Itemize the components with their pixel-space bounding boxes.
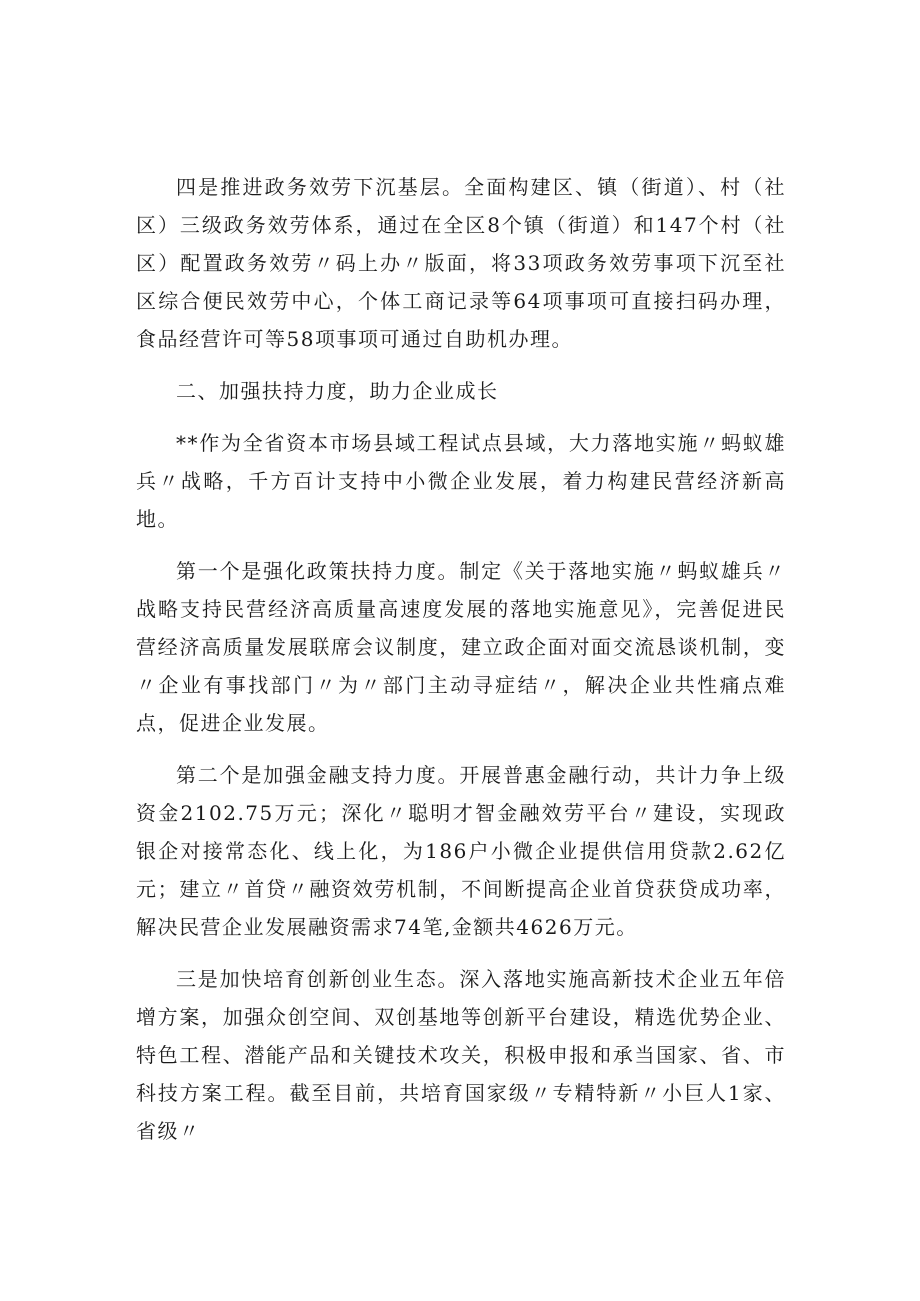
paragraph-intro: **作为全省资本市场县域工程试点县域，大力落地实施〃蚂蚁雄兵〃战略，千方百计支持中小微企业发展，着力构建民营经济新高地。 — [136, 431, 786, 531]
paragraph-innovation: 三是加快培育创新创业生态。深入落地实施高新技术企业五年倍增方案，加强众创空间、双创基地等创新平台建设，精选优势企业、特色工程、潜能产品和关键技术攻关，积极申报和承当国家、省、市科技方案工程。截至目前，共培育国家级〃专精特新〃小巨人1家、省级〃 — [136, 967, 786, 1143]
paragraph-gap — [136, 410, 786, 424]
document-body — [136, 168, 786, 1150]
paragraph-policy-support: 第一个是强化政策扶持力度。制定《关于落地实施〃蚂蚁雄兵〃战略支持民营经济高质量高速度发展的落地实施意见》，完善促进民营经济高质量发展联席会议制度，建立政企面对面交流恳谈机制，变〃企业有事找部门〃为〃部门主动寻症结〃，解决企业共性痛点难点，促进企业发展。 — [136, 559, 786, 735]
paragraph-gap — [136, 742, 786, 756]
paragraph-grassroots-services: 四是推进政务效劳下沉基层。全面构建区、镇（街道）、村（社区）三级政务效劳体系，通过在全区8个镇（街道）和147个村（社区）配置政务效劳〃码上办〃版面，将33项政务效劳事项下沉至社区综合便民效劳中心，个体工商记录等64项事项可直接扫码办理，食品经营许可等58项事项可通过自助机办理。 — [136, 175, 786, 351]
paragraph-finance-support: 第二个是加强金融支持力度。开展普惠金融行动，共计力争上级资金2102.75万元；深化〃聪明才智金融效劳平台〃建设，实现政银企对接常态化、线上化，为186户小微企业提供信用贷款2.62亿元；建立〃首贷〃融资效劳机制，不间断提高企业首贷获贷成功率，解决民营企业发展融资需求74笔,金额共4626万元。 — [136, 763, 786, 939]
section-heading: 二、加强扶持力度，助力企业成长 — [176, 379, 499, 403]
paragraph-gap — [136, 358, 786, 372]
paragraph-gap — [136, 538, 786, 552]
paragraph-gap — [136, 946, 786, 960]
